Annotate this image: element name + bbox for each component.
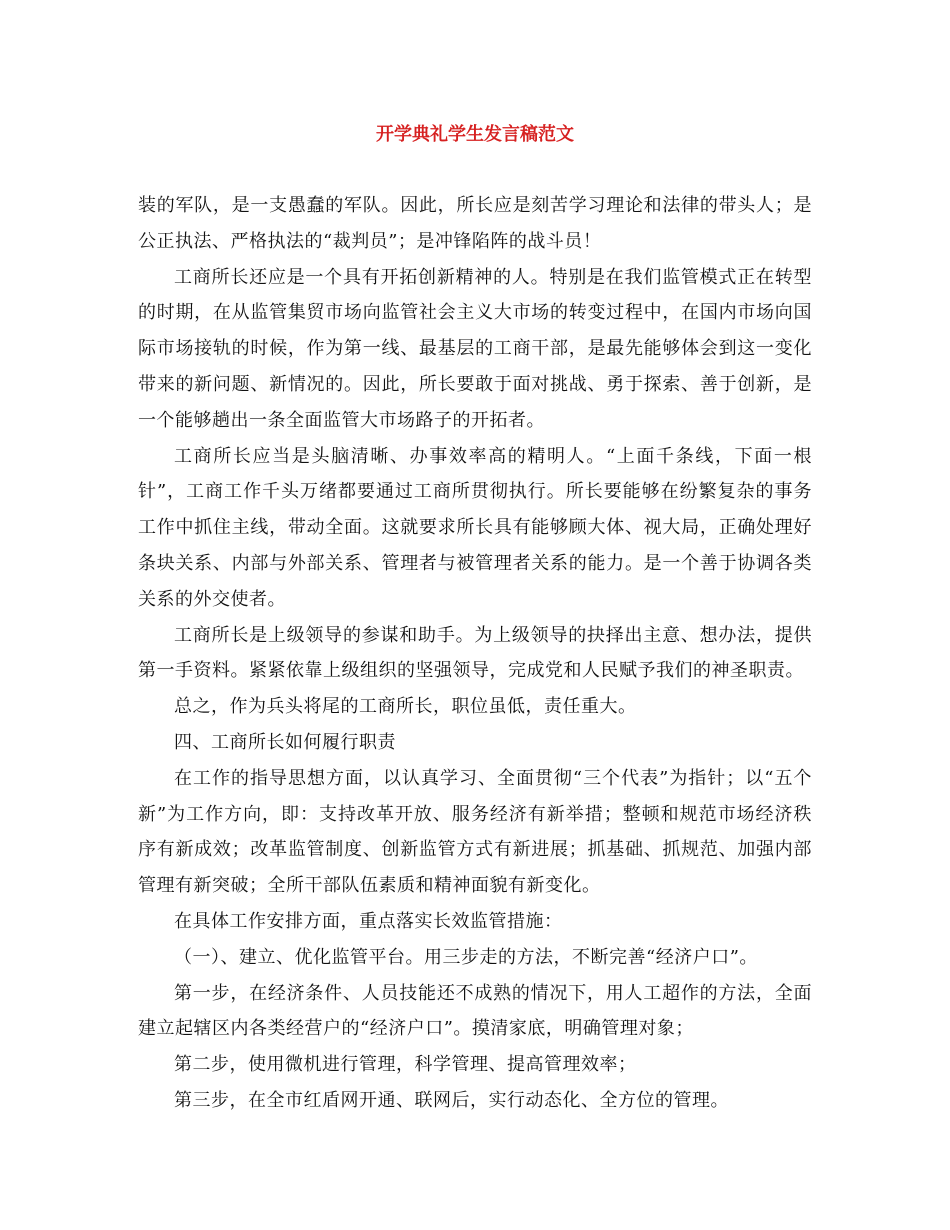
paragraph: 在具体工作安排方面，重点落实长效监管措施： [174, 910, 563, 932]
document-body [138, 188, 812, 1119]
paragraph: 总之，作为兵头将尾的工商所长，职位虽低，责任重大。 [174, 696, 637, 718]
paragraph: 第三步，在全市红盾网开通、联网后，实行动态化、全方位的管理。 [174, 1089, 729, 1111]
paragraph: 工商所长还应是一个具有开拓创新精神的人。特别是在我们监管模式正在转型的时期，在从监管集贸市场向监管社会主义大市场的转变过程中，在国内市场向国际市场接轨的时候，作为第一线、最基层的工商干部，是最先能够体会到这一变化带来的新问题、新情况的。因此，所长要敢于面对挑战、勇于探索、善于创新，是一个能够趟出一条全面监管大市场路子的开拓者。 [138, 266, 812, 431]
paragraph: 第一步，在经济条件、人员技能还不成熟的情况下，用人工超作的方法，全面建立起辖区内各类经营户的“经济户口”。摸清家底，明确管理对象； [138, 982, 812, 1040]
paragraph: 工商所长是上级领导的参谋和助手。为上级领导的抉择出主意、想办法，提供第一手资料。紧紧依靠上级组织的坚强领导，完成党和人民赋予我们的神圣职责。 [138, 624, 812, 682]
paragraph: 装的军队，是一支愚蠢的军队。因此，所长应是刻苦学习理论和法律的带头人；是公正执法、严格执法的“裁判员”；是冲锋陷阵的战斗员！ [138, 195, 812, 252]
section-heading: 四、工商所长如何履行职责 [174, 731, 396, 753]
paragraph: （一）、建立、优化监管平台。用三步走的方法，不断完善“经济户口”。 [174, 946, 758, 968]
paragraph: 工商所长应当是头脑清晰、办事效率高的精明人。“上面千条线，下面一根针”，工商工作千头万绪都要通过工商所贯彻执行。所长要能够在纷繁复杂的事务工作中抓住主线，带动全面。这就要求所长具有能够顾大体、视大局，正确处理好条块关系、内部与外部关系、管理者与被管理者关系的能力。是一个善于协调各类关系的外交使者。 [138, 445, 812, 610]
paragraph: 第二步，使用微机进行管理，科学管理、提高管理效率； [174, 1054, 637, 1076]
document-title: 开学典礼学生发言稿范文 [376, 124, 574, 145]
paragraph: 在工作的指导思想方面，以认真学习、全面贯彻“三个代表”为指针；以“五个新”为工作方向，即：支持改革开放、服务经济有新举措；整顿和规范市场经济秩序有新成效；改革监管制度、创新监管方式有新进展；抓基础、抓规范、加强内部管理有新突破；全所干部队伍素质和精神面貌有新变化。 [138, 767, 812, 897]
